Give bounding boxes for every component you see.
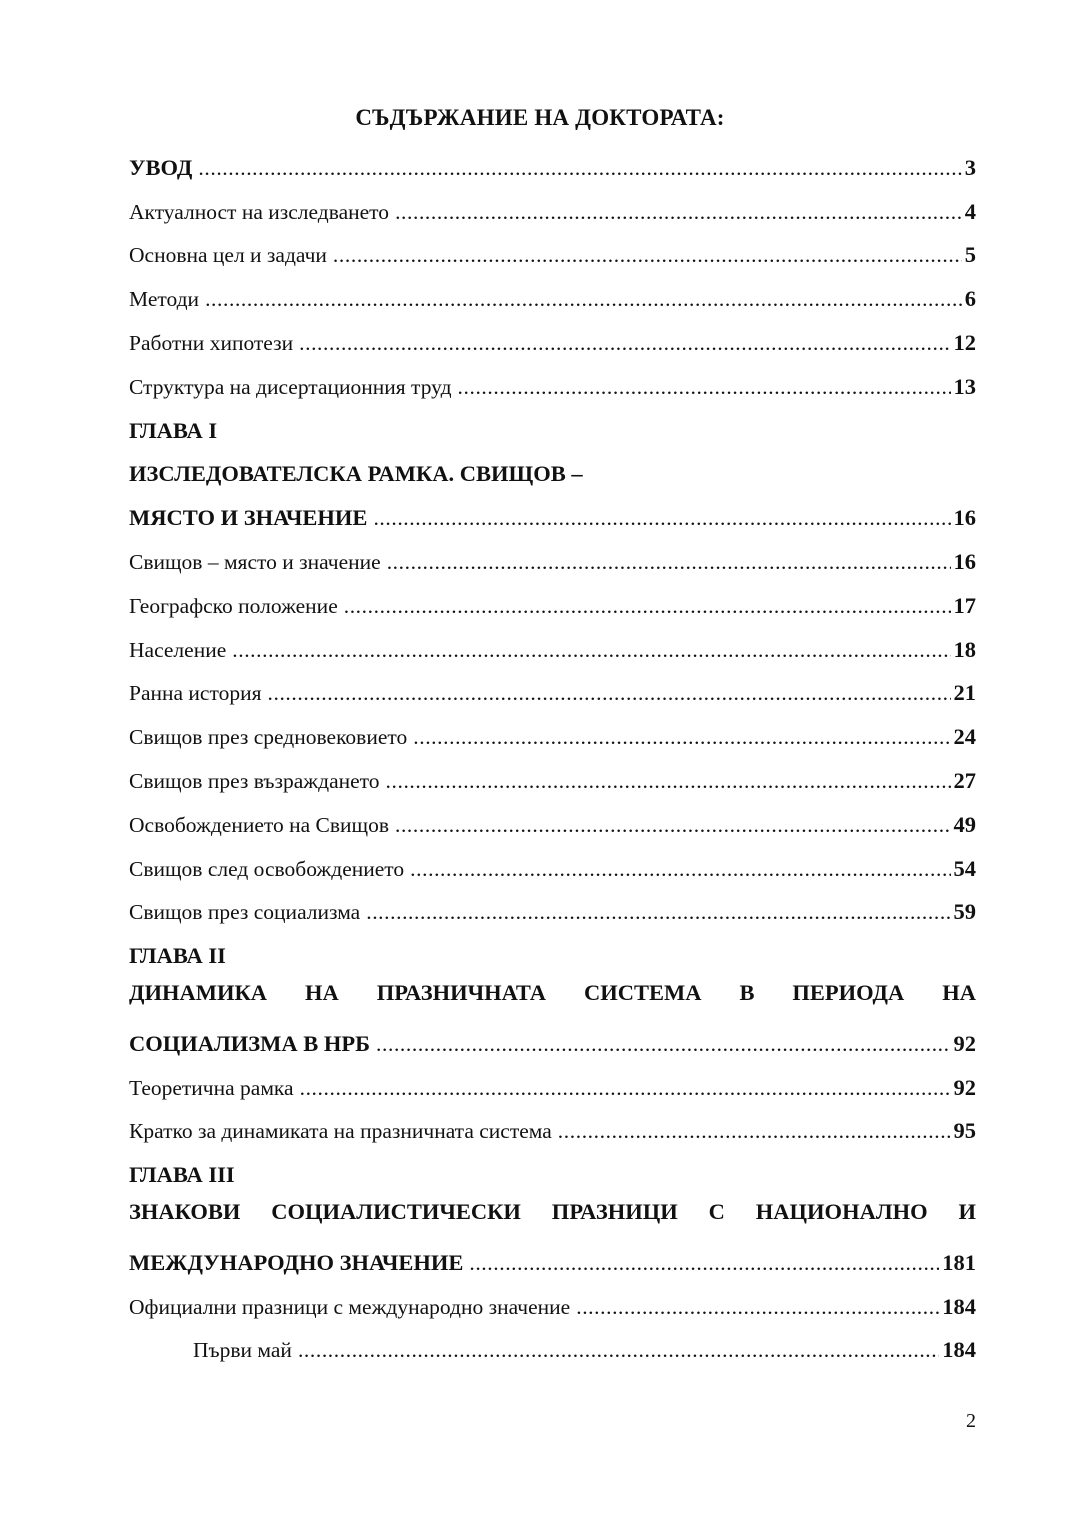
dot-leader — [395, 197, 962, 227]
dot-leader — [198, 153, 961, 183]
chapter-title-3-line1: ЗНАКОВИ СОЦИАЛИСТИЧЕСКИ ПРАЗНИЦИ С НАЦИОНАЛНО И — [129, 1199, 976, 1225]
dot-leader — [386, 766, 951, 796]
toc-entry-parvi-mai[interactable] — [129, 1329, 976, 1373]
dot-leader — [232, 635, 950, 665]
toc-entry-label: Свищов – място и значение — [129, 550, 381, 575]
chapter-title-1-line1: ИЗСЛЕДОВАТЕЛСКА РАМКА. СВИЩОВ – — [129, 461, 583, 487]
toc-entry-page: 184 — [942, 1337, 976, 1363]
dot-leader — [413, 722, 950, 752]
dot-leader — [300, 1073, 951, 1103]
toc-entry-page: 95 — [953, 1118, 976, 1144]
toc-entry-page: 13 — [953, 373, 976, 399]
toc-entry-label: Освобождението на Свищов — [129, 812, 389, 837]
dot-leader — [205, 284, 962, 314]
toc-entry-label: Основна цел и задачи — [129, 243, 327, 268]
page-number: 2 — [966, 1410, 976, 1432]
toc-entry-page: 12 — [953, 330, 976, 356]
toc-entry-oficialni[interactable] — [129, 1285, 976, 1329]
toc-entry-label: Свищов след освобождението — [129, 856, 405, 881]
toc-entry-cel[interactable] — [129, 234, 976, 278]
dot-leader — [373, 503, 950, 533]
toc-entry-page: 59 — [953, 899, 976, 925]
page-title: СЪДЪРЖАНИЕ НА ДОКТОРАТА: — [355, 105, 725, 130]
dot-leader — [410, 854, 950, 884]
toc-entry-label: Официални празници с международно значение — [129, 1294, 571, 1319]
toc-entry-page: 18 — [953, 636, 976, 662]
dot-leader — [395, 810, 951, 840]
dot-leader — [333, 240, 962, 270]
dot-leader — [469, 1248, 939, 1278]
dot-leader — [458, 372, 951, 402]
chapter-title-2-line1: ДИНАМИКА НА ПРАЗНИЧНАТА СИСТЕМА В ПЕРИОДА НА — [129, 980, 976, 1006]
toc-entry-label: Ранна история — [129, 681, 262, 706]
toc-entry-page: 24 — [953, 724, 976, 750]
toc-entry-page: 6 — [964, 286, 976, 312]
toc-entry-ranna[interactable] — [129, 672, 976, 716]
toc-entry-label: СОЦИАЛИЗМА В НРБ — [129, 1030, 371, 1056]
toc-entry-page: 21 — [953, 680, 976, 706]
dot-leader — [366, 897, 950, 927]
toc-entry-label: Географско положение — [129, 593, 338, 618]
toc-entry-hipotezi[interactable] — [129, 321, 976, 365]
toc-entry-uvod[interactable] — [129, 146, 976, 190]
toc-entry-chapter-1[interactable] — [129, 496, 976, 540]
toc-entry-page: 54 — [953, 855, 976, 881]
toc-entry-page: 49 — [953, 811, 976, 837]
toc-entry-svishtov-myasto[interactable] — [129, 540, 976, 584]
toc-entry-dinamika[interactable] — [129, 1110, 976, 1154]
toc-entry-srednovekovie[interactable] — [129, 715, 976, 759]
toc-entry-struktura[interactable] — [129, 365, 976, 409]
toc-entry-label: Първи май — [193, 1338, 292, 1363]
toc-entry-page: 184 — [942, 1293, 976, 1319]
dot-leader — [376, 1029, 950, 1059]
dot-leader — [268, 678, 951, 708]
chapter-heading-1: ГЛАВА І — [129, 417, 218, 443]
dot-leader — [344, 591, 951, 621]
toc-entry-osvobozhdenie[interactable] — [129, 803, 976, 847]
table-of-contents — [129, 146, 976, 1372]
toc-entry-page: 4 — [964, 198, 976, 224]
toc-entry-page: 27 — [953, 768, 976, 794]
toc-entry-page: 16 — [953, 549, 976, 575]
toc-entry-naselenie[interactable] — [129, 628, 976, 672]
toc-entry-chapter-3[interactable] — [129, 1241, 976, 1285]
toc-entry-label: Свищов през възраждането — [129, 769, 380, 794]
toc-entry-teoretichna[interactable] — [129, 1066, 976, 1110]
toc-entry-label: Теоретична рамка — [129, 1075, 294, 1100]
chapter-heading-3: ГЛАВА ІІІ — [129, 1162, 235, 1188]
dot-leader — [576, 1292, 939, 1322]
toc-entry-page: 92 — [953, 1074, 976, 1100]
dot-leader — [558, 1116, 951, 1146]
toc-entry-page: 181 — [942, 1249, 976, 1275]
dot-leader — [299, 328, 950, 358]
toc-entry-vazrazhdane[interactable] — [129, 759, 976, 803]
toc-entry-socializam[interactable] — [129, 891, 976, 935]
toc-entry-label: Население — [129, 637, 227, 662]
dot-leader — [387, 547, 951, 577]
toc-entry-label: Структура на дисертационния труд — [129, 374, 452, 399]
toc-entry-chapter-2[interactable] — [129, 1022, 976, 1066]
toc-entry-label: Методи — [129, 287, 200, 312]
toc-entry-label: Свищов през средновековието — [129, 725, 408, 750]
toc-entry-page: 92 — [953, 1030, 976, 1056]
toc-entry-page: 3 — [964, 154, 976, 180]
toc-entry-page: 5 — [964, 242, 976, 268]
toc-entry-geografsko[interactable] — [129, 584, 976, 628]
toc-entry-page: 16 — [953, 505, 976, 531]
dot-leader — [298, 1335, 939, 1365]
toc-entry-page: 17 — [953, 592, 976, 618]
toc-entry-metodi[interactable] — [129, 277, 976, 321]
toc-entry-label: МЯСТО И ЗНАЧЕНИЕ — [129, 505, 368, 531]
toc-entry-label: Актуалност на изследването — [129, 199, 390, 224]
toc-entry-label: МЕЖДУНАРОДНО ЗНАЧЕНИЕ — [129, 1249, 464, 1275]
toc-entry-label: Свищов през социализма — [129, 900, 361, 925]
toc-entry-label: УВОД — [129, 154, 193, 180]
toc-entry-aktualnost[interactable] — [129, 190, 976, 234]
toc-entry-label: Кратко за динамиката на празничната система — [129, 1119, 552, 1144]
toc-entry-sled-osvobozhdenie[interactable] — [129, 847, 976, 891]
chapter-heading-2: ГЛАВА ІІ — [129, 943, 226, 969]
toc-entry-label: Работни хипотези — [129, 331, 294, 356]
